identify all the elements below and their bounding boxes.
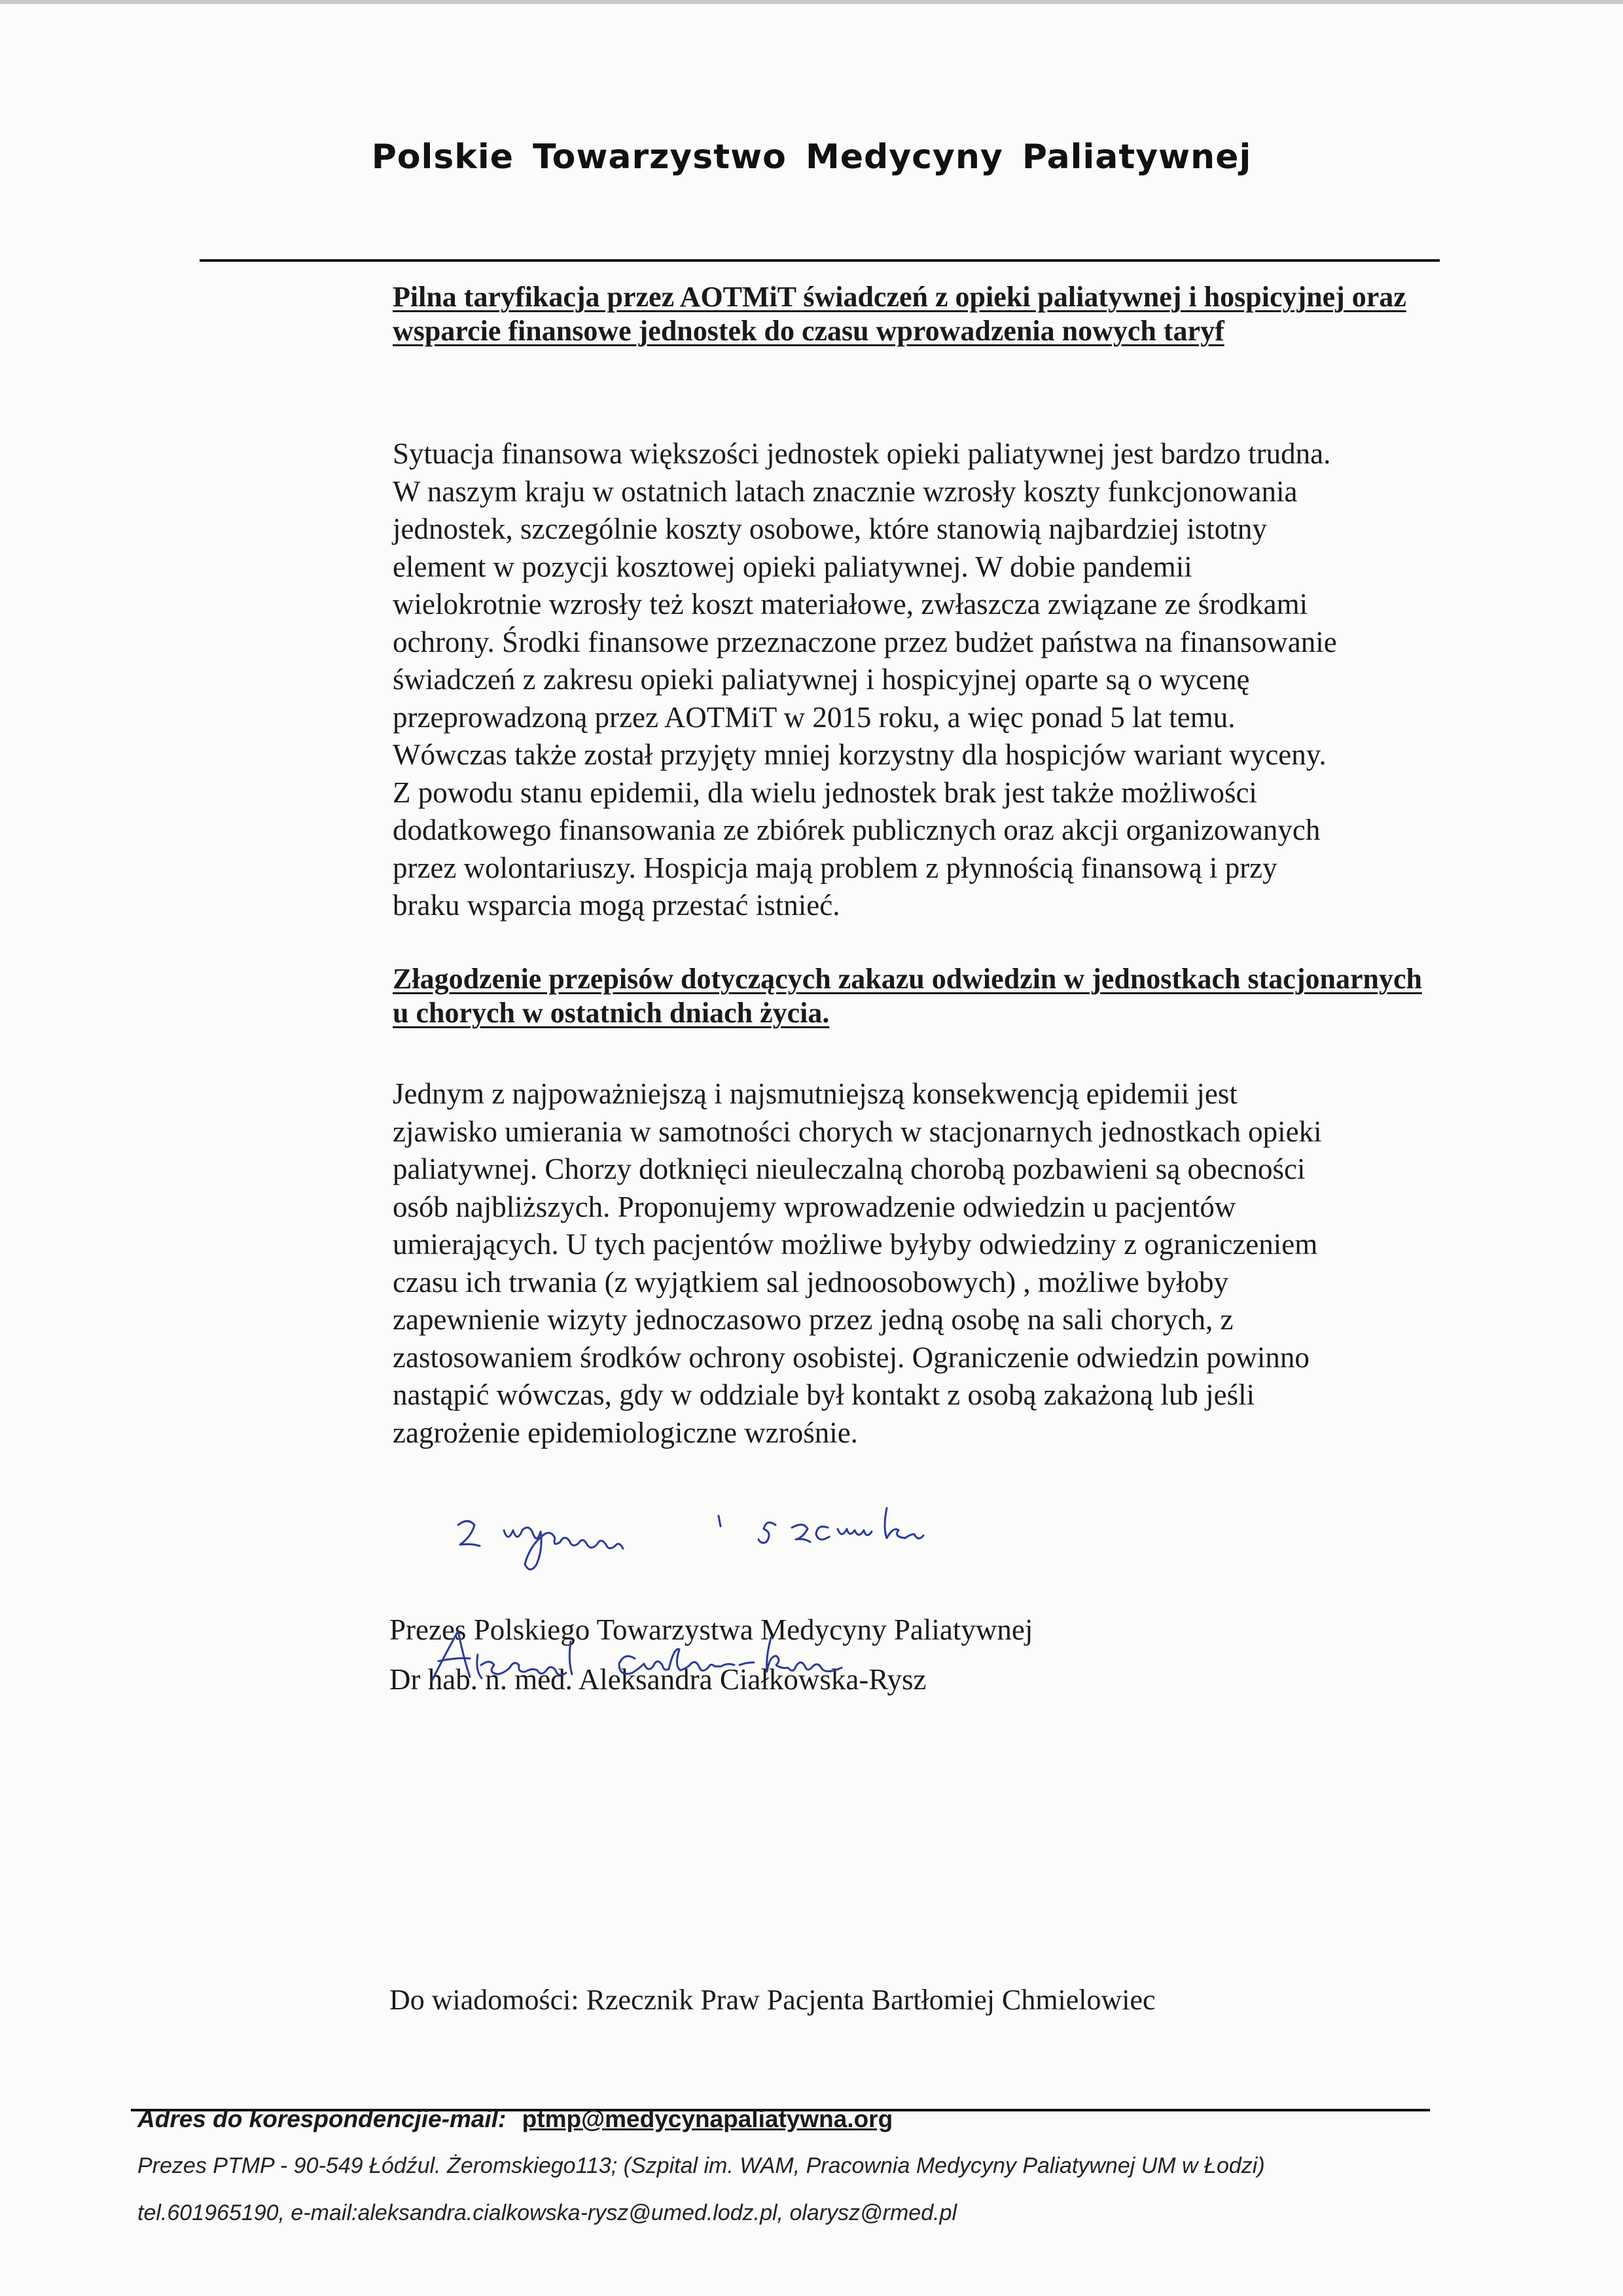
paragraph-line: Sytuacja finansowa większości jednostek opieki paliatywnej jest bardzo trudna.: [393, 437, 1331, 470]
footer-email-link[interactable]: ptmp@medycynapaliatywna.org: [522, 2106, 893, 2132]
handwritten-closing-note: [452, 1499, 1041, 1577]
cc-line: Do wiadomości: Rzecznik Praw Pacjenta Bartłomiej Chmielowiec: [389, 1984, 1156, 2016]
paragraph-line: przeprowadzoną przez AOTMiT w 2015 roku, a więc ponad 5 lat temu.: [393, 700, 1236, 734]
paragraph-line: czasu ich trwania (z wyjątkiem sal jednoosobowych) , możliwe byłoby: [393, 1265, 1229, 1299]
paragraph-line: ochrony. Środki finansowe przeznaczone przez budżet państwa na finansowanie: [393, 625, 1337, 658]
section-heading-tariffs: Pilna taryfikacja przez AOTMiT świadczeń z opieki paliatywnej i hospicyjnej oraz wsparcie finansowe jednostek do czasu wprowadzenia nowych taryf: [393, 281, 1406, 347]
paragraph-line: braku wsparcia mogą przestać istnieć.: [393, 889, 840, 922]
paragraph-line: Z powodu stanu epidemii, dla wielu jednostek brak jest także możliwości: [393, 776, 1257, 809]
paragraph-line: W naszym kraju w ostatnich latach znacznie wzrosły koszty funkcjonowania: [393, 475, 1298, 508]
paragraph-line: nastąpić wówczas, gdy w oddziale był kontakt z osobą zakażoną lub jeśli: [393, 1378, 1255, 1411]
signer-name: Dr hab. n. med. Aleksandra Ciałkowska-Rysz: [389, 1663, 927, 1696]
paragraph-line: osób najbliższych. Proponujemy wprowadzenie odwiedzin u pacjentów: [393, 1190, 1236, 1223]
paragraph-line: zagrożenie epidemiologiczne wzrośnie.: [393, 1416, 858, 1449]
section-heading-visits: Złagodzenie przepisów dotyczących zakazu odwiedzin w jednostkach stacjonarnych u chorych w ostatnich dniach życia.: [393, 963, 1422, 1029]
paragraph-line: umierających. U tych pacjentów możliwe byłyby odwiedziny z ograniczeniem: [393, 1228, 1318, 1261]
footer-email-label: Adres do korespondencjie-mail:: [137, 2106, 507, 2132]
section-paragraph-tariffs: [393, 435, 1440, 925]
paragraph-line: zjawisko umierania w samotności chorych w stacjonarnych jednostkach opieki: [393, 1115, 1322, 1148]
section-paragraph-visits: [393, 1075, 1440, 1452]
footer-address: Prezes PTMP - 90-549 Łódźul. Żeromskiego113; (Szpital im. WAM, Pracownia Medycyny Paliatywnej UM w Łodzi): [137, 2153, 1265, 2178]
paragraph-line: Wówczas także został przyjęty mniej korzystny dla hospicjów wariant wyceny.: [393, 738, 1327, 771]
paragraph-line: paliatywnej. Chorzy dotknięci nieuleczalną chorobą pozbawieni są obecności: [393, 1153, 1306, 1185]
header-divider: [200, 259, 1440, 262]
scan-top-edge: [0, 0, 1623, 4]
footer-correspondence: [137, 2106, 893, 2133]
paragraph-line: jednostek, szczególnie koszty osobowe, które stanowią najbardziej istotny: [393, 512, 1267, 545]
paragraph-line: wielokrotnie wzrosły też koszt materiałowe, zwłaszcza związane ze środkami: [393, 588, 1308, 620]
paragraph-line: element w pozycji kosztowej opieki paliatywnej. W dobie pandemii: [393, 550, 1192, 583]
paragraph-line: zastosowaniem środków ochrony osobistej. Ograniczenie odwiedzin powinno: [393, 1340, 1310, 1374]
handwritten-signature: [419, 1622, 955, 1700]
paragraph-line: świadczeń z zakresu opieki paliatywnej i hospicyjnej oparte są o wycenę: [393, 663, 1250, 696]
paragraph-line: przez wolontariuszy. Hospicja mają problem z płynnością finansową i przy: [393, 851, 1277, 884]
signer-title: Prezes Polskiego Towarzystwa Medycyny Paliatywnej: [389, 1613, 1033, 1646]
footer-contact: tel.601965190, e-mail:aleksandra.cialkowska-rysz@umed.lodz.pl, olarysz@rmed.pl: [137, 2200, 957, 2225]
page-title: Polskie Towarzystwo Medycyny Paliatywnej: [371, 137, 1252, 177]
paragraph-line: dodatkowego finansowania ze zbiórek publicznych oraz akcji organizowanych: [393, 814, 1321, 846]
paragraph-line: Jednym z najpoważniejszą i najsmutniejszą konsekwencją epidemii jest: [393, 1077, 1238, 1110]
paragraph-line: zapewnienie wizyty jednoczasowo przez jedną osobę na sali chorych, z: [393, 1303, 1234, 1336]
